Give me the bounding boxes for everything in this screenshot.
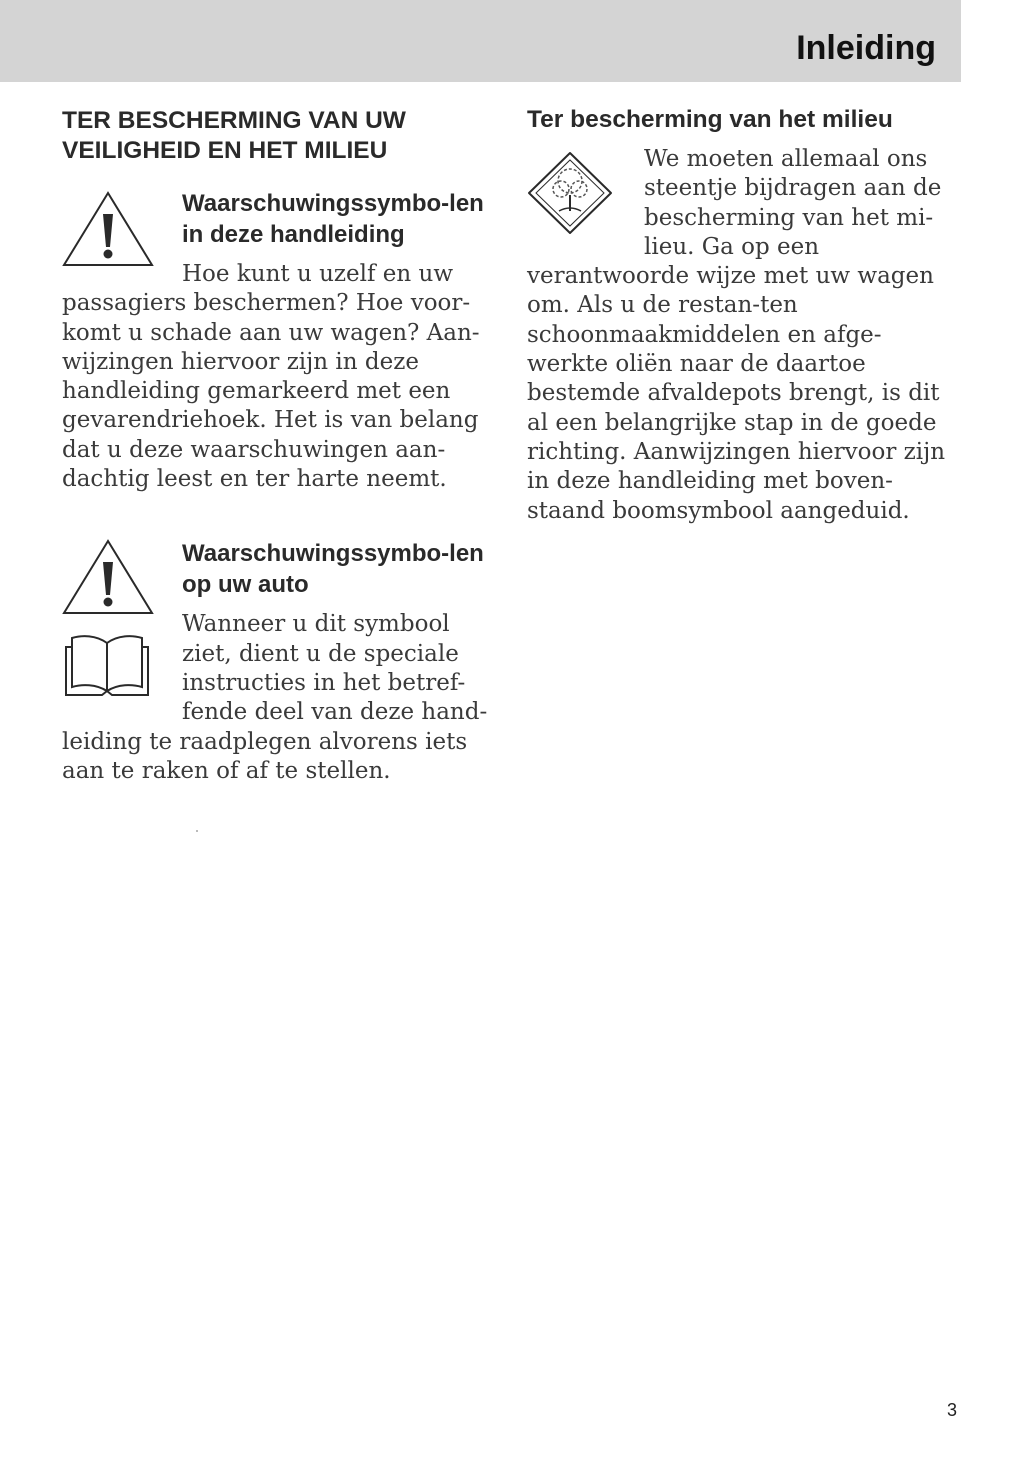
left-column xyxy=(62,100,502,786)
open-book-icon xyxy=(62,629,152,699)
main-heading: TER BESCHERMING VAN UW VEILIGHEID EN HET MILIEU xyxy=(62,107,406,164)
environment-section xyxy=(527,145,957,526)
page-number: 3 xyxy=(947,1400,958,1420)
section2-body: Wanneer u dit symbool ziet, dient u de speciale instructies in het betref-fende deel van deze hand-leiding te raadplegen alvorens iets aan te raken of af te stellen. xyxy=(62,611,488,784)
section-warning-symbols-car xyxy=(62,538,502,786)
environment-heading: Ter bescherming van het milieu xyxy=(527,106,893,133)
section2-title: Waarschuwingssymbo-len op uw auto xyxy=(182,540,484,599)
stray-dot xyxy=(196,830,198,832)
section1-body: Hoe kunt u uzelf en uw passagiers beschermen? Hoe voor-komt u schade aan uw wagen? Aan-wijzingen hiervoor zijn in deze handleiding gemarkeerd met een gevarendriehoek. Het is van belang dat u deze waarschuwingen aan-dachtig leest en ter harte neemt. xyxy=(62,261,480,493)
right-column xyxy=(527,100,957,526)
warning-triangle-icon xyxy=(62,190,154,268)
header-bar xyxy=(0,0,961,82)
tree-diamond-icon xyxy=(527,151,613,235)
section-warning-symbols-manual xyxy=(62,188,502,494)
icon-block-1 xyxy=(62,190,180,272)
page-title: Inleiding xyxy=(796,29,936,67)
section1-title: Waarschuwingssymbo-len in deze handleiding xyxy=(182,190,484,248)
icon-block-3 xyxy=(527,151,644,235)
warning-triangle-icon xyxy=(62,538,154,616)
icon-block-2 xyxy=(62,538,180,698)
environment-body: We moeten allemaal ons steentje bijdragen aan de bescherming van het mi-lieu. Ga op een verantwoorde wijze met uw wagen om. Als u de restan-ten schoonmaakmiddelen en afge-werkte oliën naar de daartoe bestemde afvaldepots brengt, is dit al een belangrijke stap in de goede richting. Aanwijzingen hiervoor zijn in deze handleiding met boven-staand boomsymbool aangeduid. xyxy=(527,146,946,524)
